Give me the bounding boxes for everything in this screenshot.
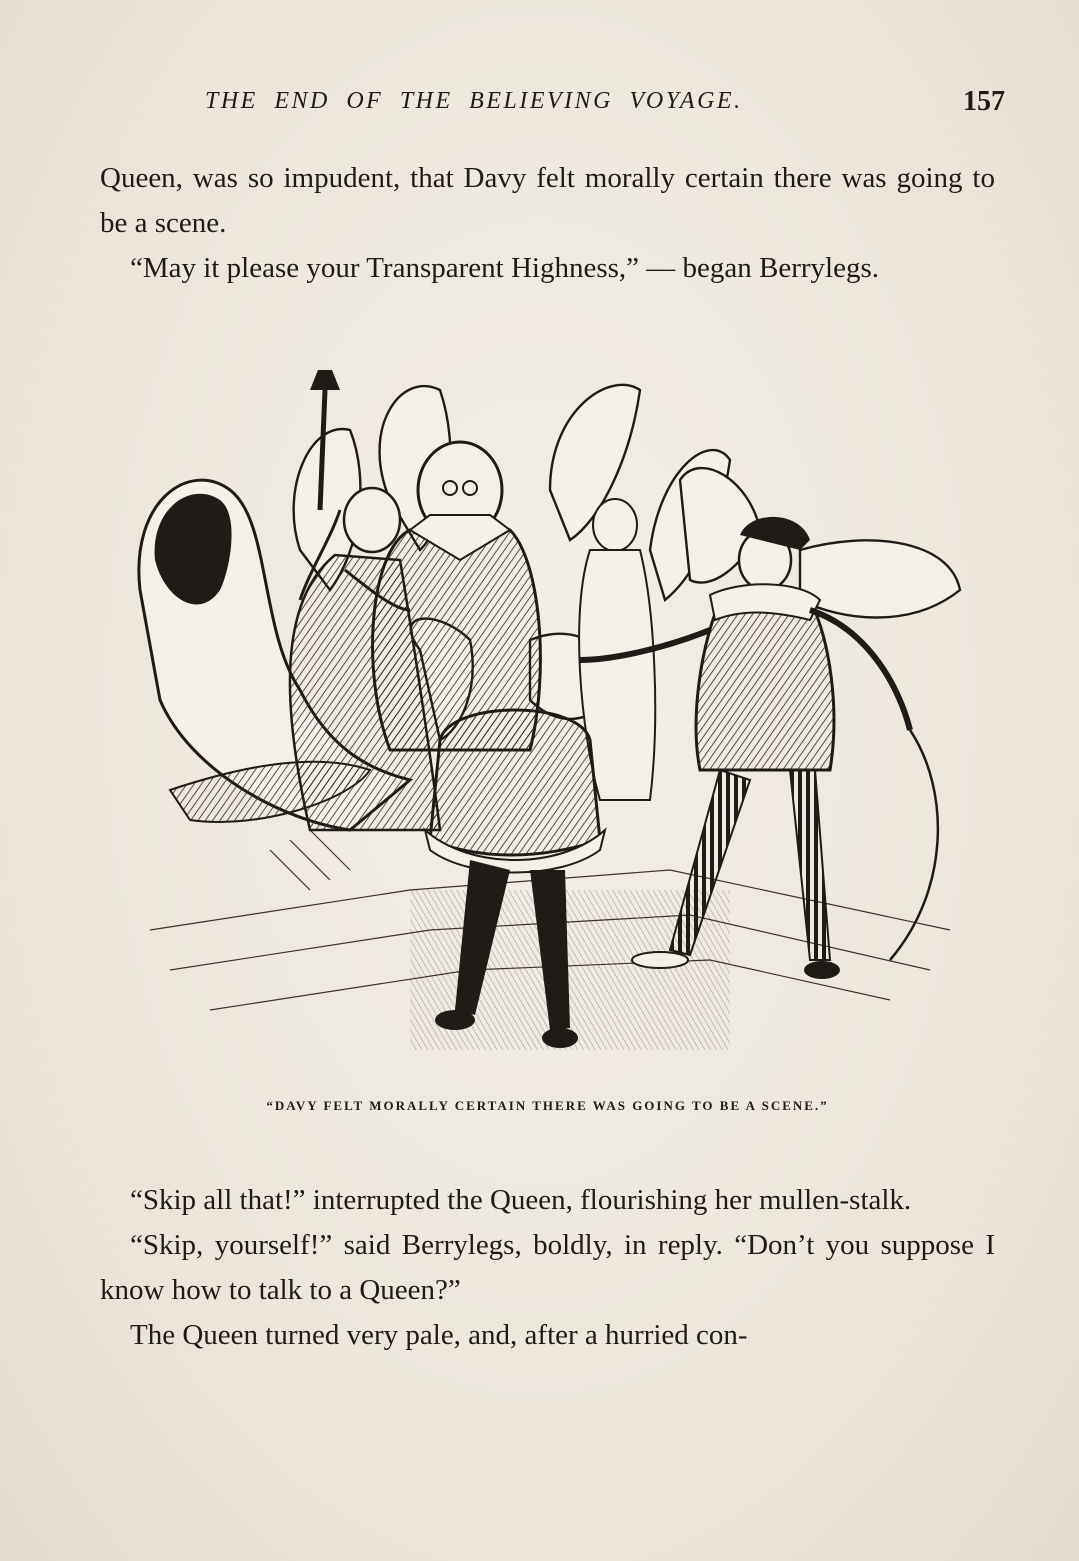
paragraph-queen-pale: The Queen turned very pale, and, after a hurried con- — [130, 1319, 748, 1351]
paragraph-berrylegs-reply: “Skip, yourself!” said Berrylegs, boldly, in reply. “Don’t you suppose I know how to talk to a Queen?” — [100, 1229, 995, 1306]
body-text-bottom — [100, 1178, 995, 1358]
running-head: THE END OF THE BELIEVING VOYAGE. — [205, 88, 743, 114]
page-header — [205, 88, 1005, 128]
paragraph-continuation: Queen, was so impudent, that Davy felt morally certain there was going to be a scene. — [100, 162, 995, 239]
page-number: 157 — [963, 86, 1005, 117]
paragraph-queen-interrupts: “Skip all that!” interrupted the Queen, flourishing her mullen-stalk. — [130, 1184, 912, 1216]
body-text-top — [100, 156, 995, 291]
illustration-caption: “DAVY FELT MORALLY CERTAIN THERE WAS GOING TO BE A SCENE.” — [266, 1098, 829, 1113]
engraving-illustration — [110, 370, 990, 1070]
paragraph-berrylegs-greeting: “May it please your Transparent Highness,” — began Berrylegs. — [130, 252, 880, 284]
